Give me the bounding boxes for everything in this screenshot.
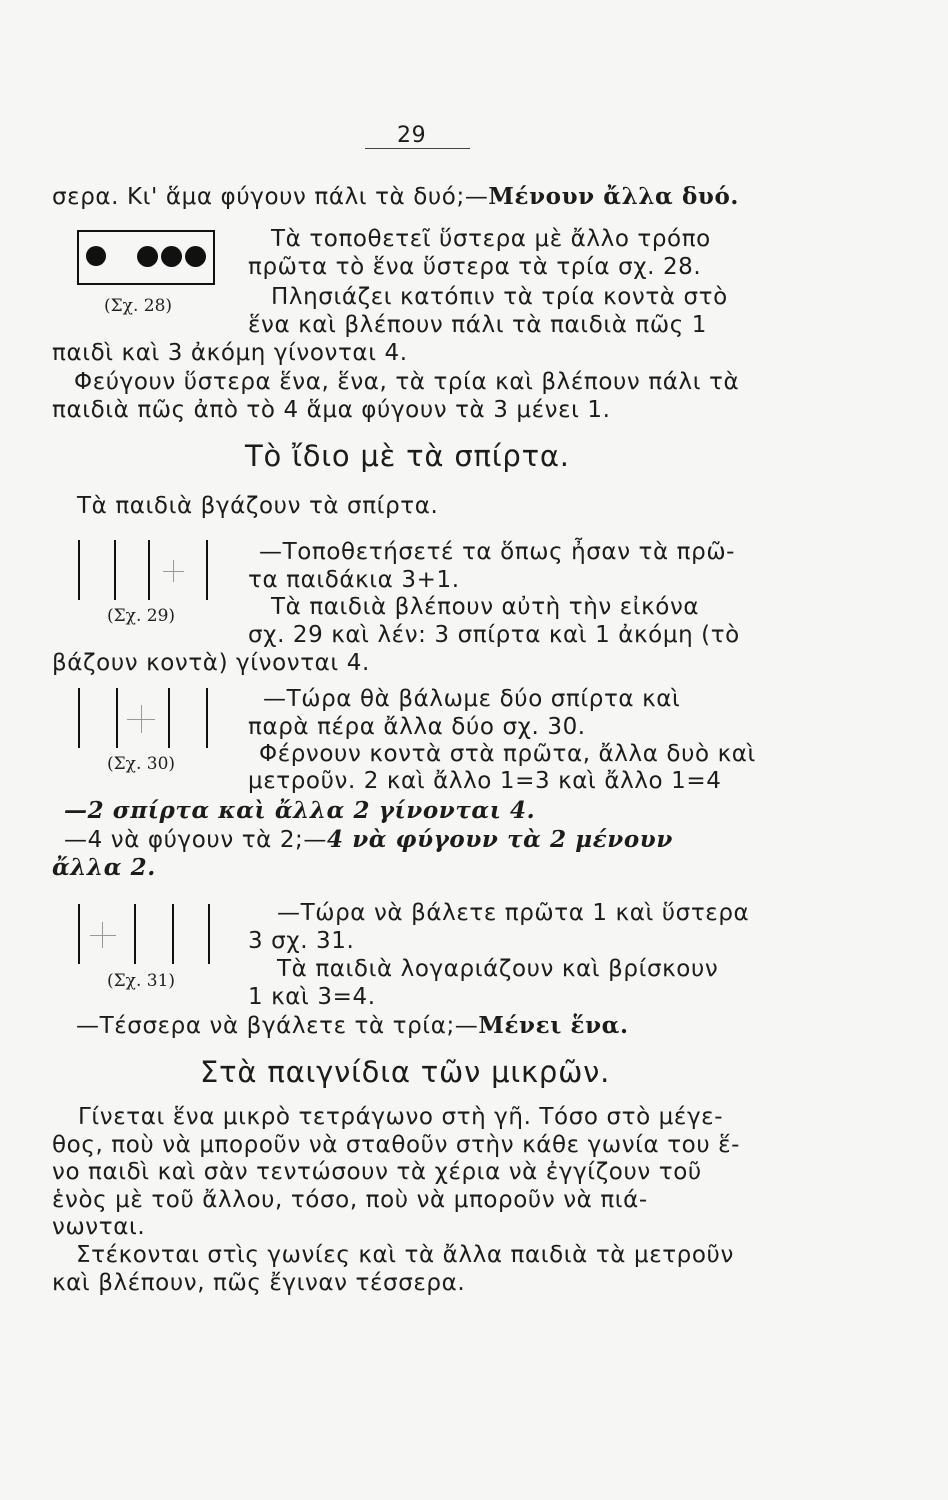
text-line: βάζουν κοντὰ) γίνονται 4. <box>52 650 370 676</box>
figure-31-caption: (Σχ. 31) <box>107 971 176 991</box>
text-line: 1 καὶ 3=4. <box>248 984 376 1010</box>
text-line <box>76 1012 629 1040</box>
text-line: ἕνα καὶ βλέπουν πάλι τὰ παιδιὰ πῶς 1 <box>248 312 707 338</box>
text-line: Τὰ τοποθετεῖ ὕστερα μὲ ἄλλο τρόπο <box>271 226 711 252</box>
figure-30-caption: (Σχ. 30) <box>107 754 176 774</box>
match-stick <box>168 688 170 748</box>
text-line: παρὰ πέρα ἄλλα δύο σχ. 30. <box>248 714 586 740</box>
figure-28-dot <box>185 246 206 267</box>
plus-mark <box>127 719 155 720</box>
bold-segment: Μένει ἕνα. <box>478 1012 629 1039</box>
match-stick <box>208 904 210 964</box>
match-stick <box>206 688 208 748</box>
figure-29-caption: (Σχ. 29) <box>107 606 176 626</box>
figure-28-right-rule <box>213 230 215 285</box>
text-line: Φέρνουν κοντὰ στὰ πρῶτα, ἄλλα δυὸ καὶ <box>259 741 756 767</box>
text-line: —Τοποθετήσετέ τα ὅπως ἦσαν τὰ πρῶ- <box>259 539 736 565</box>
figure-28-dot <box>137 246 158 267</box>
text-line: Πλησιάζει κατόπιν τὰ τρία κοντὰ στὸ <box>271 284 728 310</box>
text-line: καὶ βλέπουν, πῶς ἔγιναν τέσσερα. <box>52 1270 466 1296</box>
figure-28-top-rule <box>77 230 215 232</box>
match-stick <box>116 688 118 748</box>
text-line: Φεύγουν ὕστερα ἕνα, ἕνα, τὰ τρία καὶ βλέπουν πάλι τὰ <box>74 369 740 395</box>
match-stick <box>148 540 150 600</box>
text-line: —Τώρα θὰ βάλωμε δύο σπίρτα καὶ <box>263 686 681 712</box>
figure-28-caption: (Σχ. 28) <box>104 296 173 316</box>
match-stick <box>114 540 116 600</box>
figure-28-dot <box>86 246 106 266</box>
figure-30 <box>78 688 213 750</box>
figure-29 <box>78 540 213 602</box>
text-line: 3 σχ. 31. <box>248 928 355 954</box>
text-line: σχ. 29 καὶ λέν: 3 σπίρτα καὶ 1 ἀκόμη (τὸ <box>248 622 740 648</box>
text-segment: —4 νὰ φύγουν τὰ 2;— <box>64 827 327 853</box>
figure-28-bottom-rule <box>77 283 215 285</box>
bold-segment: 4 νὰ φύγουν τὰ 2 μένουν <box>327 826 673 853</box>
text-line: Τὰ παιδιὰ βγάζουν τὰ σπίρτα. <box>77 493 439 519</box>
text-line: Τὰ παιδιὰ λογαριάζουν καὶ βρίσκουν <box>277 956 719 982</box>
text-line: παιδιὰ πῶς ἀπὸ τὸ 4 ἅμα φύγουν τὰ 3 μένει 1. <box>52 397 611 423</box>
figure-28-dot <box>161 246 182 267</box>
figure-28 <box>77 230 215 285</box>
text-line: τα παιδάκια 3+1. <box>248 567 460 593</box>
match-stick <box>78 540 80 600</box>
text-line: νωνται. <box>52 1214 146 1240</box>
match-stick <box>78 688 80 748</box>
text-segment: σερα. Κι' ἅμα φύγουν πάλι τὰ δυό;— <box>52 184 489 210</box>
text-line: Τὰ παιδιὰ βλέπουν αὐτὴ τὴν εἰκόνα <box>271 594 700 620</box>
page-number: 29 <box>397 123 427 148</box>
match-stick <box>206 540 208 600</box>
text-line <box>52 183 739 211</box>
text-line: ἑνὸς μὲ τοῦ ἄλλου, τόσο, ποὺ νὰ μποροῦν νὰ πιά- <box>52 1187 648 1213</box>
bold-segment: Μένουν ἄλλα δυό. <box>488 183 739 210</box>
bold-line: —2 σπίρτα καὶ ἄλλα 2 γίνονται 4. <box>64 797 536 824</box>
text-line: Στέκονται στὶς γωνίες καὶ τὰ ἄλλα παιδιὰ τὰ μετροῦν <box>76 1242 734 1268</box>
match-stick <box>134 904 136 964</box>
figure-31 <box>78 904 213 966</box>
text-line: νο παιδὶ καὶ σὰν τεντώσουν τὰ χέρια νὰ ἐγγίζουν τοῦ <box>52 1159 702 1185</box>
text-segment: —Τέσσερα νὰ βγάλετε τὰ τρία;— <box>76 1013 479 1039</box>
bold-line: ἄλλα 2. <box>52 854 156 881</box>
text-line: —Τώρα νὰ βάλετε πρῶτα 1 καὶ ὕστερα <box>277 900 750 926</box>
text-line: μετροῦν. 2 καὶ ἄλλο 1=3 καὶ ἄλλο 1=4 <box>248 768 722 794</box>
text-line: θος, ποὺ νὰ μποροῦν νὰ σταθοῦν στὴν κάθε γωνία του ἕ- <box>52 1132 741 1158</box>
section-heading: Στὰ παιγνίδια τῶν μικρῶν. <box>200 1055 611 1089</box>
plus-mark <box>163 571 184 572</box>
text-line: πρῶτα τὸ ἕνα ὕστερα τὰ τρία σχ. 28. <box>248 254 702 280</box>
page-number-rule <box>365 148 470 149</box>
match-stick <box>172 904 174 964</box>
text-line: Γίνεται ἕνα μικρὸ τετράγωνο στὴ γῆ. Τόσο στὸ μέγε- <box>78 1104 724 1130</box>
section-heading: Τὸ ἴδιο μὲ τὰ σπίρτα. <box>245 439 570 473</box>
text-line <box>64 826 673 854</box>
figure-28-left-rule <box>77 230 79 285</box>
match-stick <box>78 904 80 964</box>
plus-mark <box>90 935 116 936</box>
text-line: παιδὶ καὶ 3 ἀκόμη γίνονται 4. <box>52 340 408 366</box>
